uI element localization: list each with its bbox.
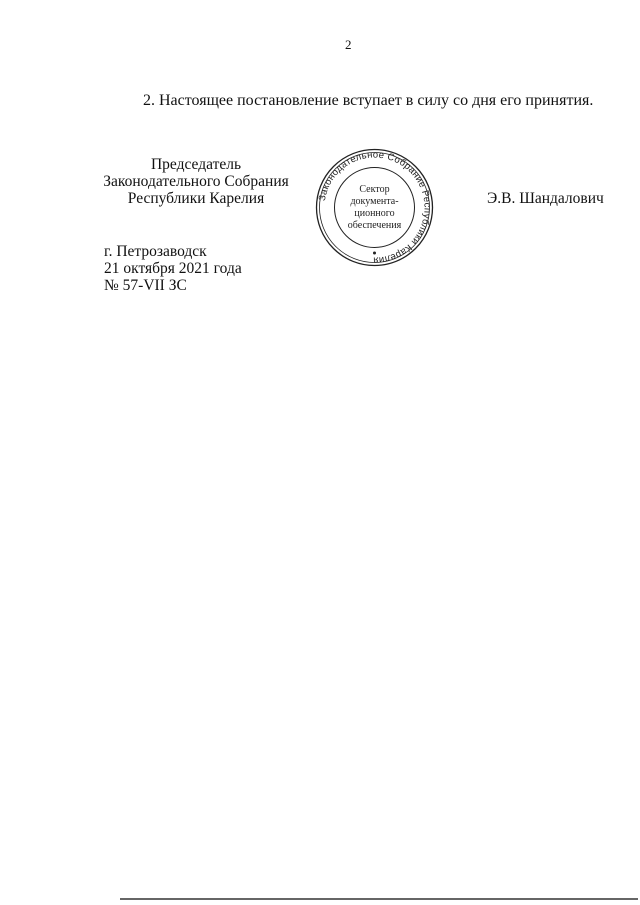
issue-details xyxy=(104,243,242,294)
seal-center-line: ционного xyxy=(354,208,395,219)
clause-text: 2. Настоящее постановление вступает в силу со дня его принятия. xyxy=(143,92,594,109)
page-number: 2 xyxy=(345,37,352,52)
signer-title xyxy=(96,156,296,207)
issue-date: 21 октября 2021 года xyxy=(104,260,242,277)
seal-ring-text: Законодательное Собрание Республики Карелия xyxy=(316,149,433,266)
signer-title-line: Председатель xyxy=(150,156,242,173)
seal-center-line: документа- xyxy=(350,196,399,207)
issue-place: г. Петрозаводск xyxy=(104,243,207,260)
seal-center-line: Сектор xyxy=(359,184,390,195)
signer-title-line: Республики Карелия xyxy=(127,190,265,207)
signer-name: Э.В. Шандалович xyxy=(487,190,604,207)
official-seal xyxy=(312,145,437,270)
seal-center-line: обеспечения xyxy=(347,220,402,231)
seal-stamp-icon xyxy=(312,145,437,270)
footer-rule xyxy=(120,898,638,900)
signer-title-line: Законодательного Собрания xyxy=(103,173,289,190)
issue-number: № 57-VII ЗС xyxy=(104,277,187,294)
